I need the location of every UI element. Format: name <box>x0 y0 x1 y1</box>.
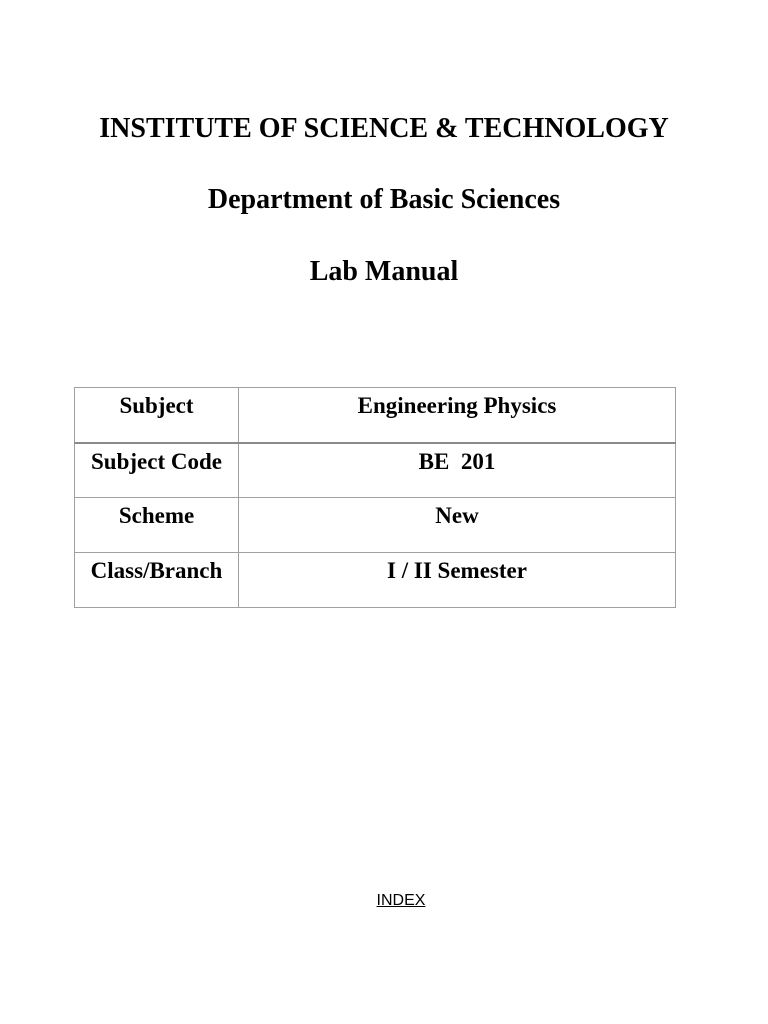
institute-title: INSTITUTE OF SCIENCE & TECHNOLOGY <box>99 113 669 144</box>
table-row <box>75 553 676 608</box>
row-value: Engineering Physics <box>239 388 676 443</box>
row-value: New <box>239 498 676 553</box>
index-link[interactable]: INDEX <box>376 892 426 909</box>
subject-info-table <box>74 387 676 608</box>
row-label: Subject <box>75 388 239 443</box>
table-row <box>75 388 676 443</box>
manual-title: Lab Manual <box>309 256 459 287</box>
department-title: Department of Basic Sciences <box>207 184 561 215</box>
row-label: Scheme <box>75 498 239 553</box>
row-value: BE 201 <box>239 443 676 498</box>
row-label: Subject Code <box>75 443 239 498</box>
row-label: Class/Branch <box>75 553 239 608</box>
table-row <box>75 443 676 498</box>
row-value: I / II Semester <box>239 553 676 608</box>
table-row <box>75 498 676 553</box>
